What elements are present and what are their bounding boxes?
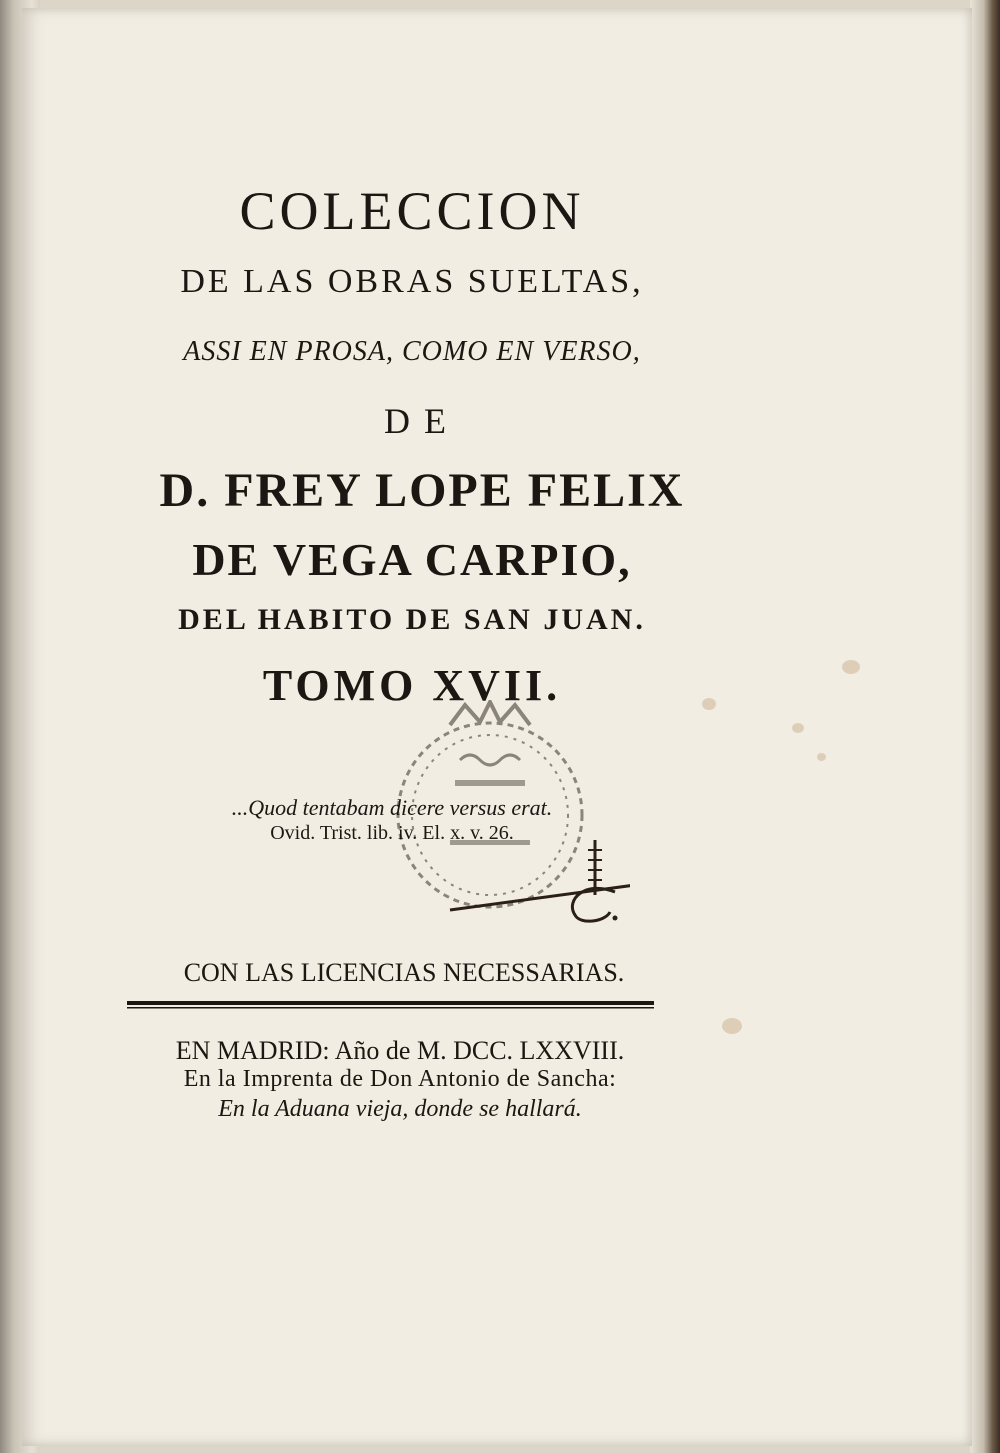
imprint-printer: En la Imprenta de Don Antonio de Sancha: bbox=[183, 1066, 617, 1092]
title-line-obras: DE LAS OBRAS SUELTAS, bbox=[180, 263, 644, 300]
epigraph-quote: ...Quod tentabam dicere versus erat. bbox=[231, 795, 553, 820]
foxing-spot bbox=[792, 723, 804, 733]
title-line-de: DE bbox=[384, 401, 460, 441]
foxing-spot bbox=[817, 753, 826, 761]
title-page bbox=[22, 8, 972, 1446]
page-edge bbox=[970, 0, 1000, 1453]
imprint-seller: En la Aduana vieja, donde se hallará. bbox=[218, 1096, 582, 1122]
author-order: DEL HABITO DE SAN JUAN. bbox=[178, 603, 646, 636]
double-rule-divider bbox=[127, 1001, 654, 1011]
author-line-2: DE VEGA CARPIO, bbox=[192, 534, 632, 585]
imprint-place-year: EN MADRID: Año de M. DCC. LXXVIII. bbox=[175, 1036, 625, 1065]
volume-number: TOMO XVII. bbox=[262, 661, 562, 710]
epigraph-source: Ovid. Trist. lib. iv. El. x. v. 26. bbox=[270, 822, 514, 844]
licence-line: CON LAS LICENCIAS NECESSARIAS. bbox=[183, 958, 625, 987]
author-line-1: D. FREY LOPE FELIX bbox=[159, 464, 685, 517]
foxing-spot bbox=[842, 660, 860, 674]
foxing-spot bbox=[722, 1018, 742, 1034]
title-line-prosa-verso: ASSI EN PROSA, COMO EN VERSO, bbox=[183, 336, 641, 367]
title-line-coleccion: COLECCION bbox=[239, 181, 585, 241]
